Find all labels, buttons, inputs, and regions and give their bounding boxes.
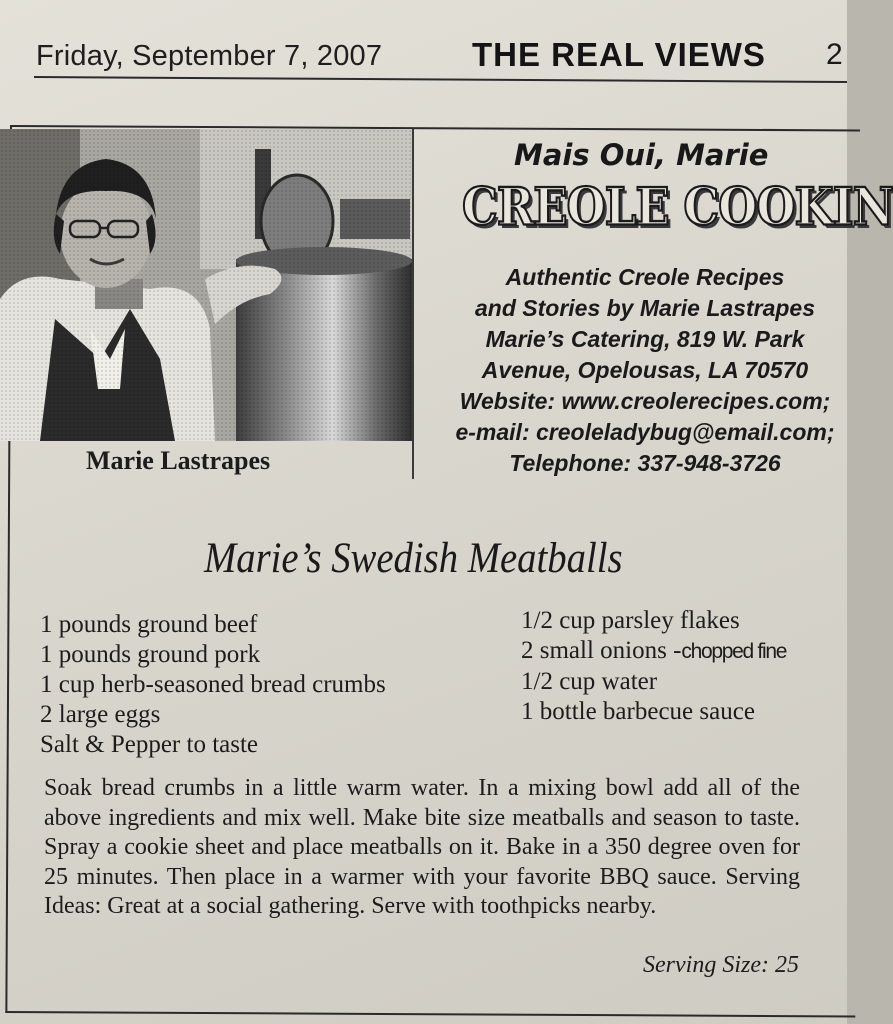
byline-email: e-mail: creoleladybug@email.com; [455,419,835,445]
ingredient-item: 2 large eggs [40,701,161,728]
ingredients-right [521,606,786,727]
byline-website: Website: www.creolerecipes.com; [459,388,831,414]
ingredient-item: 1 bottle barbecue sauce [521,698,755,725]
ingredient-item: Salt & Pepper to taste [40,731,259,758]
header-rule [34,76,847,83]
byline-telephone: Telephone: 337-948-3726 [509,450,781,476]
ingredient-item: 1 pounds ground pork [40,641,261,668]
photo-caption: Marie Lastrapes [86,446,271,475]
ingredients-left [40,610,386,760]
ingredient-item: 1 pounds ground beef [40,611,258,638]
photo-divider [412,129,414,479]
byline-line: Authentic Creole Recipes [505,264,785,290]
ingredient-item-text: 2 small onions - [521,637,682,664]
ingredient-item-onions [521,636,786,667]
column-title: Mais Oui, Marie [514,138,769,172]
onion-prep-note: chopped fine [681,640,787,663]
recipe-title: Marie’s Swedish Meatballs [204,535,623,582]
ingredient-item: 1 cup herb-seasoned bread crumbs [40,671,386,698]
page-number: 2 [826,38,843,71]
serving-size: Serving Size: 25 [643,952,799,978]
ingredient-item: 1/2 cup water [521,668,658,695]
byline [430,262,860,479]
column-logo: CREOLE COOKIN [462,176,893,237]
author-photo [0,129,412,441]
recipe-instructions: Soak bread crumbs in a little warm water. In a mixing bowl add all of the above ingredients and mix well. Make bite size meatballs and season to taste. Spray a cookie sheet and place meatballs on it. Bake in a 350 degree oven for 25 minutes. Then place in a warmer with your favorite BBQ sauce. Serving Ideas: Great at a social gathering. Serve with toothpicks nearby. [44,775,800,919]
byline-line: Avenue, Opelousas, LA 70570 [481,357,809,383]
ingredient-item: 1/2 cup parsley flakes [521,607,740,634]
byline-line: and Stories by Marie Lastrapes [474,295,815,321]
byline-line: Marie’s Catering, 819 W. Park [485,326,805,352]
publication-title: THE REAL VIEWS [472,36,766,73]
header-date: Friday, September 7, 2007 [36,40,383,72]
